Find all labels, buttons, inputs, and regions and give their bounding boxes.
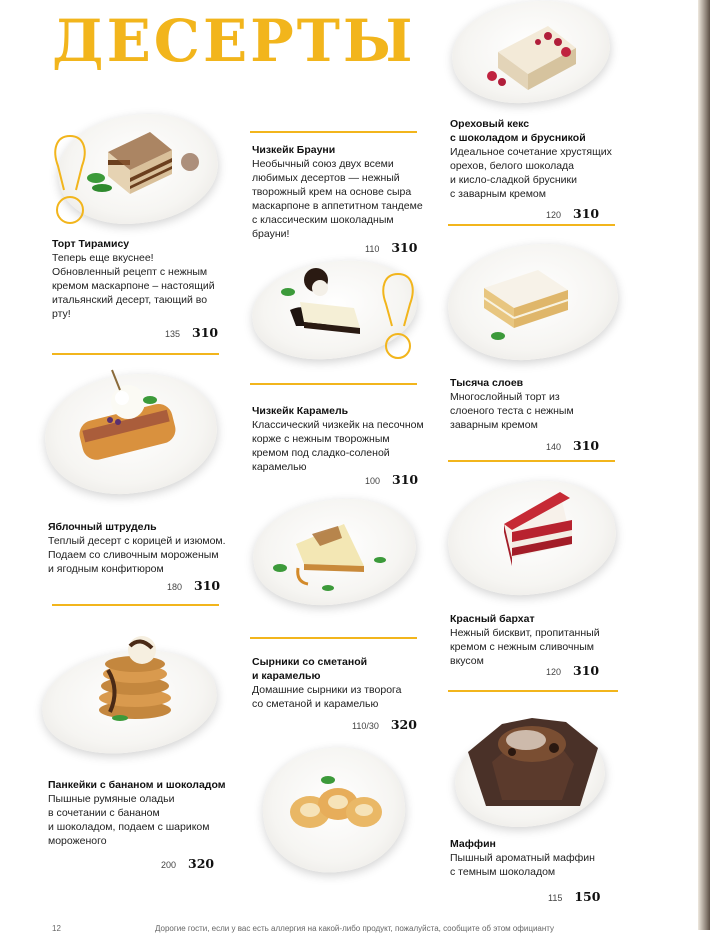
item-name: и карамелью: [252, 670, 321, 682]
item-desc-line: с классическим шоколадным: [252, 214, 394, 226]
item-weight: 140: [546, 442, 562, 452]
item-desc-line: слоеного теста с нежным: [450, 405, 574, 417]
muffin-image: [462, 710, 602, 820]
item-price: 310: [194, 578, 221, 593]
item-desc-line: кремом маскарпоне – настоящий: [52, 280, 215, 292]
syrniki-image: [280, 770, 390, 850]
item-desc-line: орехов, белого шоколада: [450, 160, 575, 172]
item-desc-line: кремом под сладко-соленой: [252, 447, 390, 459]
cheesecake-brownie-image: [270, 262, 380, 342]
menu-item-cheesecake-brownie: [252, 143, 427, 241]
pancakes-image: [80, 622, 190, 732]
item-desc-line: со сметаной и карамелью: [252, 698, 379, 710]
item-desc-line: Подаем со сливочным мороженым: [48, 549, 219, 561]
menu-item-muffin: [450, 837, 625, 879]
divider: [52, 353, 219, 355]
item-weight: 135: [165, 329, 181, 339]
price-row: [546, 438, 599, 453]
item-desc-line: маскарпоне в аппетитном тандеме: [252, 200, 423, 212]
item-weight: 120: [546, 210, 562, 220]
item-desc-line: мороженого: [48, 835, 107, 847]
item-desc-line: Пышный ароматный маффин: [450, 852, 595, 864]
item-desc-line: Необычный союз двух всеми: [252, 158, 394, 170]
price-row: [546, 206, 599, 221]
item-desc-line: Домашние сырники из творога: [252, 684, 402, 696]
cheesecake-caramel-image: [268, 508, 388, 593]
thousand-layers-image: [472, 262, 582, 347]
item-desc-line: Обновленный рецепт с нежным: [52, 266, 208, 278]
item-name: Тысяча слоев: [450, 377, 524, 389]
item-name: с шоколадом и брусникой: [450, 132, 586, 144]
tiramisu-image: [80, 122, 210, 212]
item-price: 310: [192, 325, 219, 340]
divider: [250, 637, 417, 639]
item-price: 310: [573, 206, 600, 221]
item-price: 310: [392, 472, 419, 487]
item-desc-line: и ягодным конфитюром: [48, 563, 164, 575]
item-desc-line: корже с нежным творожным: [252, 433, 390, 445]
item-name: Сырники со сметаной: [252, 656, 368, 668]
item-price: 310: [573, 438, 600, 453]
item-weight: 180: [167, 582, 183, 592]
menu-item-nut-cake: [450, 117, 635, 201]
item-name: Торт Тирамису: [52, 238, 130, 250]
location-pin-icon: [378, 270, 418, 362]
item-weight: 200: [161, 860, 177, 870]
item-name: Чизкейк Карамель: [252, 405, 349, 417]
divider: [250, 131, 417, 133]
price-row: [165, 325, 218, 340]
item-price: 310: [573, 663, 600, 678]
item-weight: 110: [365, 244, 380, 254]
page-title: ДЕСЕРТЫ: [52, 7, 416, 75]
item-desc-line: Классический чизкейк на песочном: [252, 419, 424, 431]
location-pin-icon: [50, 132, 90, 228]
menu-item-tiramisu: [52, 237, 237, 321]
divider: [52, 604, 219, 606]
menu-item-cheesecake-caramel: [252, 404, 427, 474]
item-desc-line: любимых десертов — нежный: [252, 172, 400, 184]
item-desc-line: Теперь еще вкуснее!: [52, 252, 154, 264]
footer-note: Дорогие гости, если у вас есть аллергия на какой-либо продукт, пожалуйста, сообщите об этом официанту: [155, 924, 555, 933]
price-row: [352, 717, 417, 732]
item-desc-line: вкусом: [450, 655, 484, 667]
menu-item-red-velvet: [450, 612, 625, 668]
item-desc-line: Пышные румяные оладьи: [48, 793, 175, 805]
item-desc-line: и кисло-сладкой брусники: [450, 174, 577, 186]
item-desc-line: Идеальное сочетание хрустящих: [450, 146, 612, 158]
item-name: Ореховый кекс: [450, 118, 530, 130]
item-price: 310: [391, 240, 418, 255]
item-desc-line: брауни!: [252, 228, 290, 240]
item-weight: 120: [546, 667, 562, 677]
strudel-image: [70, 362, 190, 472]
item-desc-line: Многослойный торт из: [450, 391, 560, 403]
item-price: 320: [188, 856, 215, 871]
divider: [448, 224, 615, 226]
divider: [448, 460, 615, 462]
menu-item-thousand-layers: [450, 376, 625, 432]
item-desc-line: карамелью: [252, 461, 307, 473]
price-row: [365, 240, 417, 255]
item-name: Яблочный штрудель: [48, 521, 157, 533]
item-desc-line: кремом с нежным сливочным: [450, 641, 595, 653]
page-number: 12: [52, 924, 61, 933]
price-row: [167, 578, 220, 593]
item-weight: 115: [548, 893, 563, 903]
item-name: Красный бархат: [450, 613, 535, 625]
edge-photo-strip: [698, 0, 710, 930]
red-velvet-image: [490, 484, 590, 574]
menu-item-strudel: [48, 520, 248, 576]
item-name: Маффин: [450, 838, 496, 850]
divider: [448, 690, 618, 692]
item-desc-line: и шоколадом, подаем с шариком: [48, 821, 210, 833]
item-desc-line: творожный крем на основе сыра: [252, 186, 412, 198]
item-desc-line: Теплый десерт с корицей и изюмом.: [48, 535, 226, 547]
item-desc-line: с темным шоколадом: [450, 866, 556, 878]
menu-item-pancakes: [48, 778, 248, 848]
item-desc-line: рту!: [52, 308, 71, 320]
price-row: [161, 856, 214, 871]
item-desc-line: в сочетании с бананом: [48, 807, 160, 819]
item-desc-line: итальянский десерт, тающий во: [52, 294, 208, 306]
item-name: Чизкейк Брауни: [252, 144, 336, 156]
price-row: [365, 472, 418, 487]
nut-cake-image: [478, 12, 598, 97]
item-price: 320: [390, 717, 417, 732]
item-desc-line: с заварным кремом: [450, 188, 546, 200]
price-row: [548, 889, 600, 904]
item-name: Панкейки с бананом и шоколадом: [48, 779, 226, 791]
item-weight: 100: [365, 476, 381, 486]
item-weight: 110/30: [352, 721, 379, 731]
item-desc-line: Нежный бисквит, пропитанный: [450, 627, 600, 639]
price-row: [546, 663, 599, 678]
menu-item-syrniki: [252, 655, 427, 711]
divider: [250, 383, 417, 385]
item-price: 150: [574, 889, 601, 904]
item-desc-line: заварным кремом: [450, 419, 538, 431]
